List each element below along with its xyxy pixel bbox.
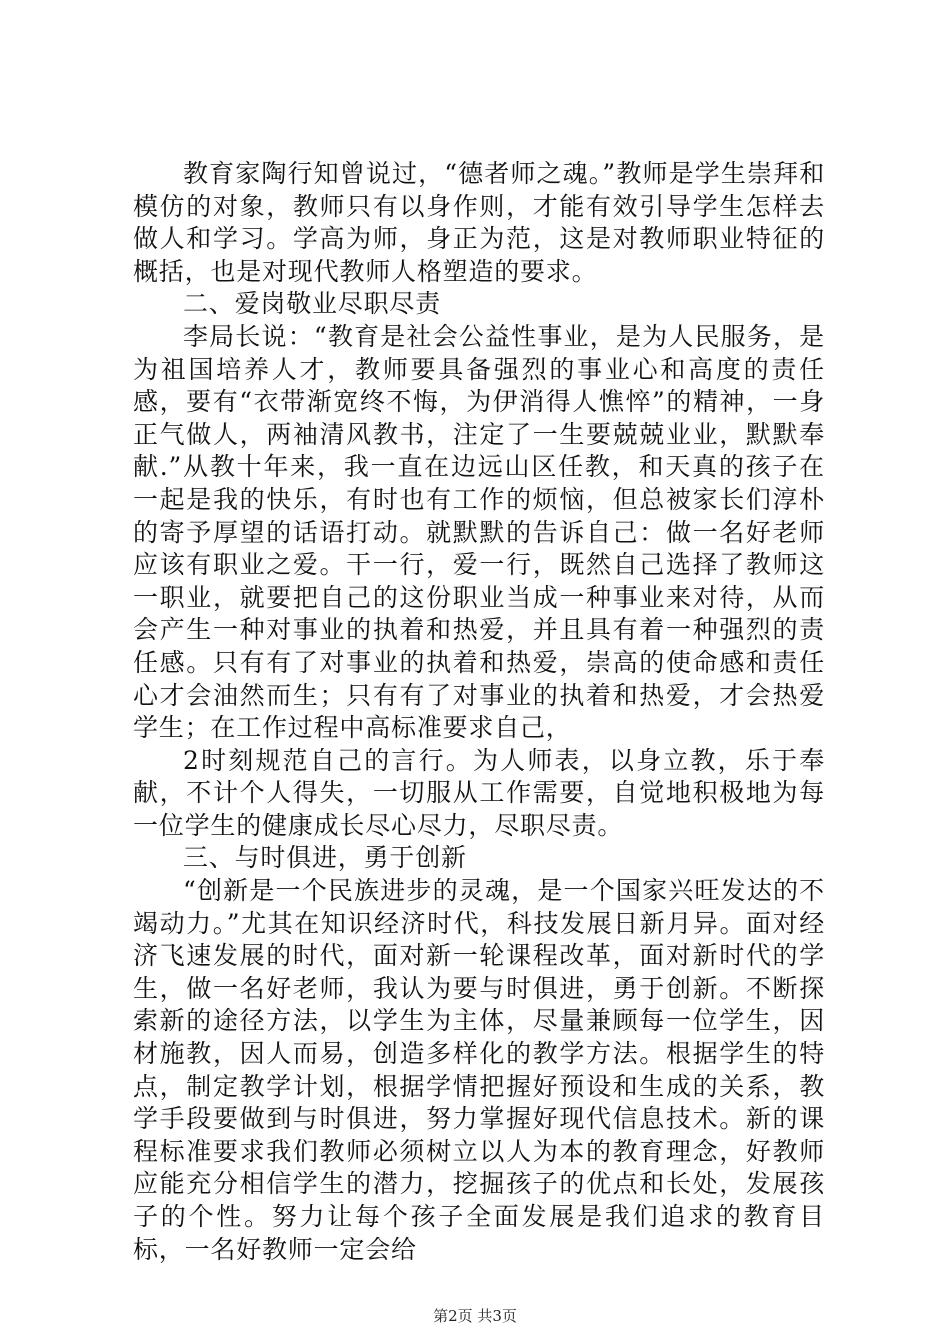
document-body <box>133 158 825 1266</box>
paragraph-tao-xingzhi-quote: 教育家陶行知曾说过，“德者师之魂。”教师是学生崇拜和模仿的对象，教师只有以身作则，才能有效引导学生怎样去做人和学习。学高为师，身正为范，这是对教师职业特征的概括，也是对现代教师人格塑造的要求。 <box>133 159 825 286</box>
paragraph-conduct-standards: 2时刻规范自己的言行。为人师表，以身立教，乐于奉献，不计个人得失，一切服从工作需要，自觉地积极地为每一位学生的健康成长尽心尽力，尽职尽责。 <box>133 745 825 840</box>
section-heading-dedication: 二、爱岗敬业尽职尽责 <box>183 289 442 319</box>
page-number-footer: 第2页 共3页 <box>433 1307 517 1325</box>
paragraph-director-li-quote: 李局长说：“教育是社会公益性事业，是为人民服务，是为祖国培养人才，教师要具备强烈的事业心和高度的责任感，要有“衣带渐宽终不悔，为伊消得人憔悴”的精神，一身正气做人，两袖清风教书，注定了一生要兢兢业业，默默奉献.”从教十年来，我一直在边远山区任教，和天真的孩子在一起是我的快乐，有时也有工作的烦恼，但总被家长们淳朴的寄予厚望的话语打动。就默默的告诉自己：做一名好老师应该有职业之爱。干一行，爱一行，既然自己选择了教师这一职业，就要把自己的这份职业当成一种事业来对待，从而会产生一种对事业的执着和热爱，并且具有着一种强烈的责任感。只有有了对事业的执着和热爱，崇高的使命感和责任心才会油然而生；只有有了对事业的执着和热爱，才会热爱学生；在工作过程中高标准要求自己， <box>133 321 825 743</box>
section-heading-innovation: 三、与时俱进，勇于创新 <box>183 843 467 873</box>
paragraph-innovation: “创新是一个民族进步的灵魂，是一个国家兴旺发达的不竭动力。”尤其在知识经济时代，科技发展日新月异。面对经济飞速发展的时代，面对新一轮课程改革，面对新时代的学生，做一名好老师，我认为要与时俱进，勇于创新。不断探索新的途径方法，以学生为主体，尽量兼顾每一位学生，因材施教，因人而易，创造多样化的教学方法。根据学生的特点，制定教学计划，根据学情把握好预设和生成的关系，教学手段要做到与时俱进，努力掌握好现代信息技术。新的课程标准要求我们教师必须树立以人为本的教育理念，好教师应能充分相信学生的潜力，挖掘孩子的优点和长处，发展孩子的个性。努力让每个孩子全面发展是我们追求的教育目标，一名好教师一定会给 <box>133 876 825 1264</box>
